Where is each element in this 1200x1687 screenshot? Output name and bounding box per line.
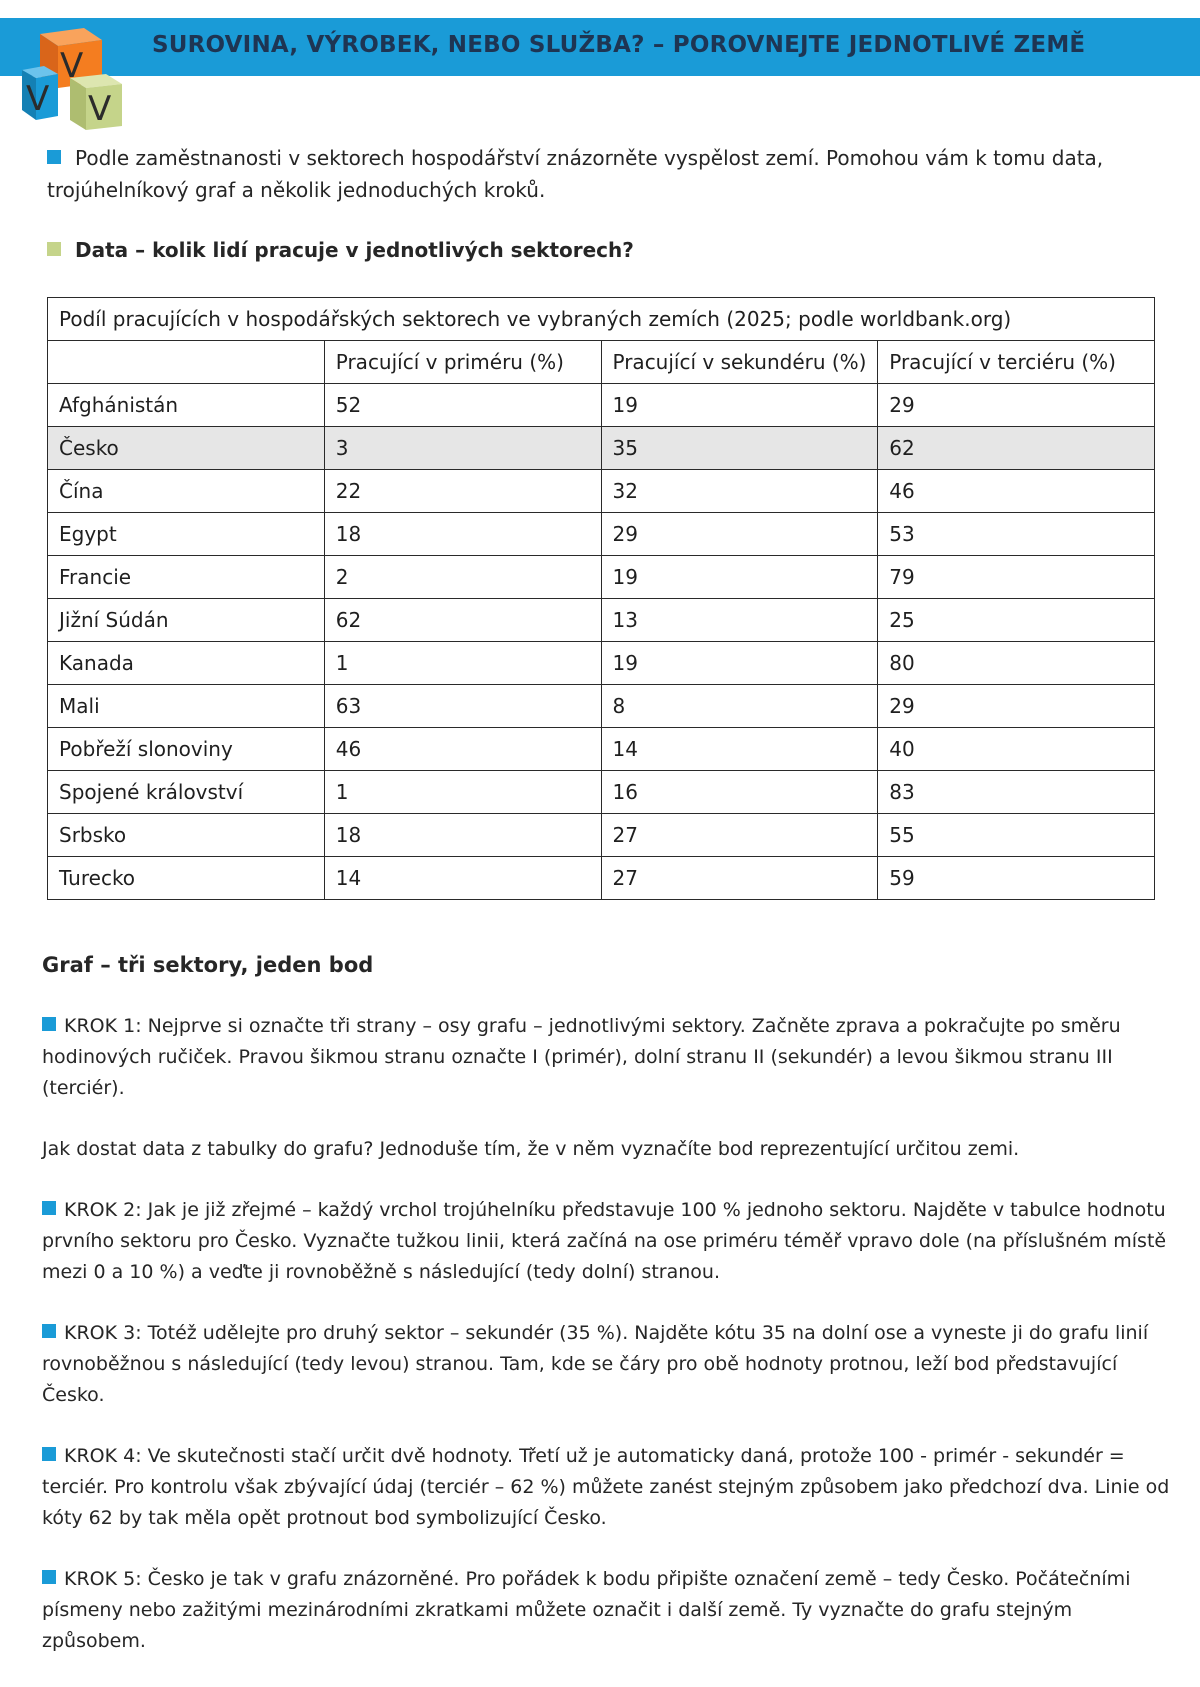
table-row — [48, 814, 1155, 857]
table-row — [48, 857, 1155, 900]
country-cell: Jižní Súdán — [48, 599, 325, 642]
table-row — [48, 685, 1155, 728]
tertiary-cell: 29 — [878, 384, 1155, 427]
tertiary-cell: 53 — [878, 513, 1155, 556]
data-section-heading-text: Data – kolik lidí pracuje v jednotlivých sektorech? — [75, 238, 634, 262]
primary-cell: 18 — [324, 513, 601, 556]
table-row — [48, 599, 1155, 642]
logo-letter-v-right: V — [88, 89, 112, 129]
primary-cell: 14 — [324, 857, 601, 900]
blue-square-bullet-icon — [42, 1017, 56, 1031]
logo-letter-v-left: V — [26, 79, 50, 119]
country-cell: Čína — [48, 470, 325, 513]
table-row — [48, 556, 1155, 599]
intro-line-2: trojúhelníkový graf a několik jednoduchých kroků. — [47, 178, 546, 202]
secondary-cell: 19 — [601, 556, 878, 599]
country-cell: Kanada — [48, 642, 325, 685]
secondary-cell: 29 — [601, 513, 878, 556]
primary-cell: 63 — [324, 685, 601, 728]
tertiary-cell: 46 — [878, 470, 1155, 513]
page-title: SUROVINA, VÝROBEK, NEBO SLUŽBA? – POROVNEJTE JEDNOTLIVÉ ZEMĚ — [152, 32, 1086, 58]
primary-cell: 46 — [324, 728, 601, 771]
country-cell: Česko — [48, 427, 325, 470]
step-1-text: KROK 1: Nejprve si označte tři strany – osy grafu – jednotlivými sektory. Začněte zprava a pokračujte po směru hodinových ručiček. Pravou šikmou stranu označte I (primér), dolní stranu II (sekundér) a levou šikmou stranu III (terciér). — [42, 1015, 1121, 1099]
country-cell: Egypt — [48, 513, 325, 556]
tertiary-cell: 29 — [878, 685, 1155, 728]
step-3-text: KROK 3: Totéž udělejte pro druhý sektor – sekundér (35 %). Najděte kótu 35 na dolní ose a vyneste ji do grafu linií rovnoběžnou s následující (tedy levou) stranou. Tam, kde se čáry pro obě hodnoty protnou, leží bod představující Česko. — [42, 1322, 1149, 1406]
step-4 — [42, 1441, 1172, 1534]
table-row — [48, 728, 1155, 771]
country-cell: Francie — [48, 556, 325, 599]
table-row — [48, 642, 1155, 685]
primary-cell: 2 — [324, 556, 601, 599]
step-5-text: KROK 5: Česko je tak v grafu znázorněné. Pro pořádek k bodu připište označení země – tedy Česko. Počátečními písmeny nebo zažitými mezinárodními zkratkami můžete označit i další země. Ty vyznačte do grafu stejným způsobem. — [42, 1568, 1131, 1652]
secondary-cell: 32 — [601, 470, 878, 513]
table-row — [48, 427, 1155, 470]
tertiary-cell: 55 — [878, 814, 1155, 857]
secondary-cell: 35 — [601, 427, 878, 470]
blue-square-bullet-icon — [42, 1201, 56, 1215]
blue-square-bullet-icon — [42, 1324, 56, 1338]
blue-square-bullet-icon — [42, 1447, 56, 1461]
table-row — [48, 771, 1155, 814]
blue-square-bullet-icon — [42, 1570, 56, 1584]
tertiary-cell: 62 — [878, 427, 1155, 470]
country-cell: Spojené království — [48, 771, 325, 814]
table-row — [48, 513, 1155, 556]
country-cell: Pobřeží slonoviny — [48, 728, 325, 771]
step-1 — [42, 1011, 1172, 1104]
step-3 — [42, 1318, 1172, 1411]
table-header-cell: Pracující v sekundéru (%) — [601, 341, 878, 384]
intro-paragraph — [47, 142, 1167, 206]
tertiary-cell: 25 — [878, 599, 1155, 642]
secondary-cell: 16 — [601, 771, 878, 814]
table-header-cell — [48, 341, 325, 384]
transition-text: Jak dostat data z tabulky do grafu? Jednoduše tím, že v něm vyznačíte bod reprezentující určitou zemi. — [42, 1138, 1020, 1160]
tertiary-cell: 40 — [878, 728, 1155, 771]
country-cell: Afghánistán — [48, 384, 325, 427]
logo-letter-v-top: V — [60, 46, 84, 86]
green-square-bullet-icon — [47, 242, 61, 256]
secondary-cell: 27 — [601, 814, 878, 857]
employment-table — [47, 297, 1155, 900]
table-caption-row — [48, 298, 1155, 341]
secondary-cell: 19 — [601, 642, 878, 685]
country-cell: Mali — [48, 685, 325, 728]
table-header-cell: Pracující v priméru (%) — [324, 341, 601, 384]
primary-cell: 52 — [324, 384, 601, 427]
secondary-cell: 19 — [601, 384, 878, 427]
step-2 — [42, 1195, 1172, 1288]
secondary-cell: 27 — [601, 857, 878, 900]
table-row — [48, 470, 1155, 513]
tertiary-cell: 83 — [878, 771, 1155, 814]
step-2-text: KROK 2: Jak je již zřejmé – každý vrchol trojúhelníku představuje 100 % jednoho sektoru. Najděte v tabulce hodnotu prvního sektoru pro Česko. Vyznačte tužkou linii, která začíná na ose priméru téměř vpravo dole (na příslušném místě mezi 0 a 10 %) a veďte ji rovnoběžně s následující (tedy dolní) stranou. — [42, 1199, 1167, 1283]
table-caption: Podíl pracujících v hospodářských sektorech ve vybraných zemích (2025; podle worldbank.org) — [48, 298, 1155, 341]
country-cell: Turecko — [48, 857, 325, 900]
primary-cell: 1 — [324, 642, 601, 685]
primary-cell: 3 — [324, 427, 601, 470]
secondary-cell: 13 — [601, 599, 878, 642]
vvv-cubes-logo — [18, 22, 130, 132]
primary-cell: 1 — [324, 771, 601, 814]
blue-square-bullet-icon — [47, 150, 61, 164]
step-4-text: KROK 4: Ve skutečnosti stačí určit dvě hodnoty. Třetí už je automaticky daná, protože 100 - primér - sekundér = terciér. Pro kontrolu však zbývající údaj (terciér – 62 %) můžete zanést stejným způsobem jako předchozí dva. Linie od kóty 62 by tak měla opět protnout bod symbolizující Česko. — [42, 1445, 1170, 1529]
table-header-row — [48, 341, 1155, 384]
tertiary-cell: 79 — [878, 556, 1155, 599]
primary-cell: 22 — [324, 470, 601, 513]
intro-line-1: Podle zaměstnanosti v sektorech hospodářství znázorněte vyspělost zemí. Pomohou vám k tomu data, — [75, 146, 1104, 170]
graph-heading: Graf – tři sektory, jeden bod — [42, 953, 374, 977]
tertiary-cell: 59 — [878, 857, 1155, 900]
secondary-cell: 8 — [601, 685, 878, 728]
primary-cell: 18 — [324, 814, 601, 857]
primary-cell: 62 — [324, 599, 601, 642]
data-section-heading — [47, 234, 1167, 266]
table-row — [48, 384, 1155, 427]
step-5 — [42, 1564, 1172, 1657]
country-cell: Srbsko — [48, 814, 325, 857]
secondary-cell: 14 — [601, 728, 878, 771]
graph-instructions — [42, 950, 1172, 1687]
table-header-cell: Pracující v terciéru (%) — [878, 341, 1155, 384]
tertiary-cell: 80 — [878, 642, 1155, 685]
